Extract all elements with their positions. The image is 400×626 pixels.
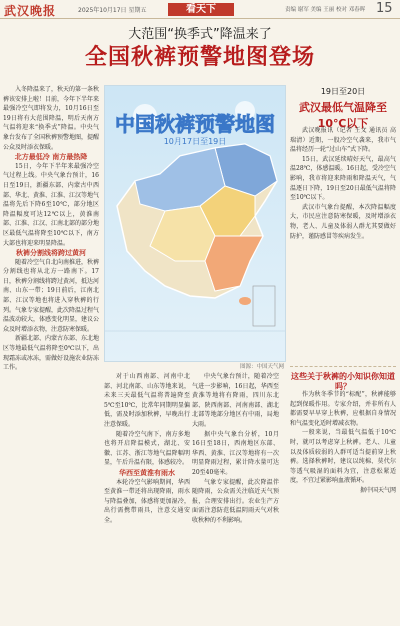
hainan-island — [239, 297, 251, 305]
page-number: 15 — [376, 1, 393, 16]
map-subtitle: 10月17日至19日 — [163, 137, 227, 146]
source-credit: 据中国天气网 — [359, 486, 396, 494]
headline: 全国秋裤预警地图登场 — [84, 45, 315, 70]
map-title-group — [115, 112, 275, 146]
paragraph: 本轮冷空气影响期间，华西至黄淮一带还将出现降雨，雨水与降温叠加，体感将更加湿冷，出行需携带雨具，注意交通安全。 — [104, 478, 190, 524]
subheading: 秋裤分割线将跨过黄河 — [16, 248, 86, 258]
paragraph: 武汉市气象台提醒，本次降温幅度大，市民应注意防寒保暖，及时增添衣物，老人、儿童及体弱人群尤其要做好防护，谨防感冒等疾病发生。 — [290, 203, 396, 240]
paragraph: 武汉晚报讯（记者 王文 通讯员 高瑞清）近期，一股冷空气袭来，我市气温将经历一轮“过山车”式下降。 — [290, 127, 396, 154]
paragraph: 一般来说，当最低气温低于10℃时，就可以考虑穿上秋裤。老人、儿童以及体质较弱的人群可适当提前穿上秋裤。选择秋裤时，建议以纯棉、莫代尔等透气吸湿的面料为宜，注意松紧适度，不宜过紧影响血液循环。 — [290, 429, 396, 485]
article-column-1 — [3, 85, 99, 620]
map-illustration — [105, 86, 285, 361]
paragraph: 随着冷空气自北向南推进，秋裤分割线也将从北方一路南下。17日，秋裤分割线将跨过黄河，抵达河南、山东一带；19日前后，江南北部、江汉等地也将进入穿秋裤的行列。气象专家提醒，此次降温过程气温波动较大，体感变化明显，建议公众及时增添衣物，注意防寒保暖。 — [3, 258, 99, 333]
paragraph: 15日，武汉延续晴好天气，最高气温28℃，体感温暖。16日起，受冷空气影响，我市将迎来降雨和降温天气，气温逐日下降，19日至20日最低气温将降至10℃以下。 — [290, 155, 396, 202]
paragraph: 随着冷空气南下，南方多地也将开启降温模式，湖北、安徽、江苏、浙江等地气温降幅明显，午后升温有限，体感较冷。 — [104, 430, 190, 467]
issue-date: 2025年10月17日 星期五 — [78, 7, 147, 14]
map-title: 中国秋裤预警地图 — [115, 112, 275, 136]
paragraph: 入冬降温来了，秋天的第一条秋裤该安排上啦！目前，今年下半年来最强冷空气即将发力，10月16日至19日将有大范围降温，明后天南方气温将迎来“换季式”降温。中央气象台发布了全国秋裤预警地图，提醒公众及时添衣保暖。 — [3, 86, 99, 151]
kicker: 大范围“换季式”降温来了 — [128, 27, 272, 42]
paragraph: 据中央气象台分析，10月16日至18日，西南地区东部、华西、黄淮、江汉等地将有一次明显降雨过程，累计降水量可达20至40毫米。 — [192, 430, 279, 476]
side-title-main: 武汉最低气温降至10℃以下 — [299, 101, 387, 130]
map-caption: 图源：中国天气网 — [239, 364, 284, 370]
paragraph: 作为秋冬季节的“标配”，秋裤能够起到保暖作用。专家介绍，并非所有人都需要早早穿上秋裤，应根据自身情况和气温变化适时增减衣物。 — [290, 391, 396, 427]
article-column-2 — [104, 372, 190, 620]
paragraph: 新疆北部、内蒙古东部、东北地区等地最低气温将降至0℃以下，出现霜冻或冰冻，需做好设施农业防冻工作。 — [3, 335, 99, 372]
masthead: 武汉晚报 — [4, 4, 57, 18]
tips-heading: 这些关于秋裤的小知识你知道吗？ — [291, 372, 395, 391]
paragraph: 对于山西南部、河南中北部、河北南部、山东等地来说，未来三天最低气温将普遍降至5℃至10℃，比常年同期明显偏低，需及时添加秋裤，早晚出行注意保暖。 — [104, 373, 190, 428]
side-article-title — [290, 86, 396, 131]
side-title-date: 19日至20日 — [320, 87, 366, 96]
subheading: 北方最低冷 南方最热降 — [14, 152, 88, 162]
tips-body — [290, 390, 396, 620]
page-header — [0, 0, 400, 19]
long-johns-map — [104, 85, 286, 362]
south-region — [205, 236, 263, 291]
editor-credits: 责编 谢军 美编 王丽 校对 邓春晖 — [285, 7, 366, 13]
subheading: 华西至黄淮有雨水 — [119, 467, 175, 477]
paragraph: 15日，今年下半年来最强冷空气过程上线。中央气象台预计，16日至19日，新疆东部、内蒙古中西部、华北、黄淮、江淮、江汉等地气温将先后下降6至10℃，部分地区降温幅度可达12℃以上，黄淮南部、江淮、江汉、江南北部的部分地区最低气温将降至10℃以下，南方大部也将迎来明显降温。 — [3, 162, 99, 247]
side-article-body — [290, 126, 396, 370]
paragraph: 气象专家提醒，此次降温伴随降雨，公众需关注临近天气预报，合理安排出行。农业生产方面需注意防范低温阴雨天气对秋收秋种的不利影响。 — [192, 478, 279, 524]
divider — [290, 366, 396, 367]
article-column-3 — [192, 372, 279, 620]
paragraph: 中央气象台预计，随着冷空气进一步影响，16日起，华西至黄淮等地将有降雨，四川东北部、陕西南部、河南南部、湖北北部等地部分地区有中雨，局地大雨。 — [192, 373, 279, 428]
south-sea-inset — [253, 286, 275, 326]
section-label: 看天下 — [168, 3, 234, 16]
